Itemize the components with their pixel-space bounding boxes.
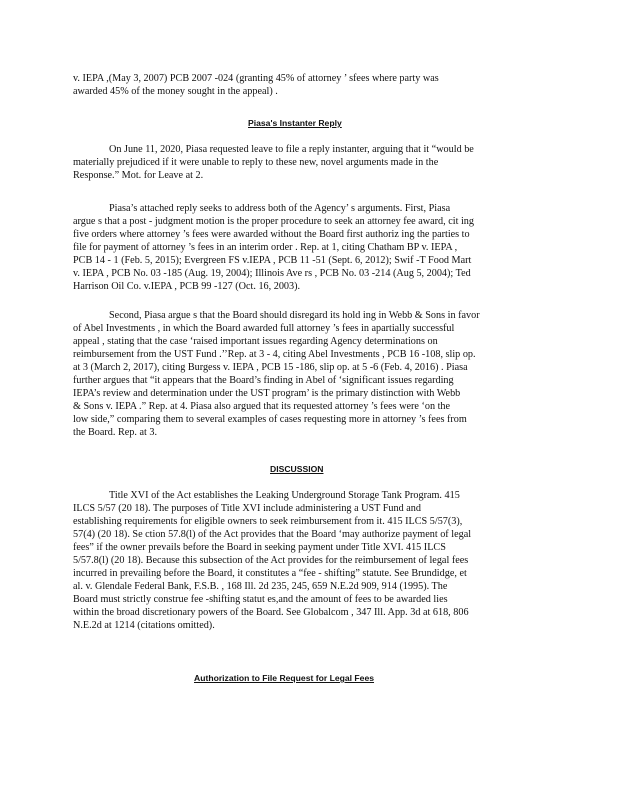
text-line: the Board. Rep. at 3. <box>73 427 158 438</box>
text-line: awarded 45% of the money sought in the appeal) . <box>73 86 278 97</box>
text-line: at 3 (March 2, 2017), citing Burgess v. IEPA , PCB 15 -186, slip op. at 5 -6 (Feb. 4, 2016) . Piasa <box>73 362 468 373</box>
text-line: within the broad discretionary powers of the Board. See Globalcom , 347 Ill. App. 3d at 618, 806 <box>73 607 469 618</box>
paragraph-first-argument <box>73 202 543 293</box>
text-line: file for payment of attorney ’s fees in an interim order . Rep. at 1, citing Chatham BP v. IEPA , <box>73 242 458 253</box>
text-line: N.E.2d at 1214 (citations omitted). <box>73 620 215 631</box>
text-line: materially prejudiced if it were unable to reply to these new, novel arguments made in the <box>73 157 439 168</box>
text-line: Title XVI of the Act establishes the Leaking Underground Storage Tank Program. 415 <box>109 490 460 501</box>
text-line: 5/57.8(l) (20 18). Because this subsection of the Act provides for the reimbursement of legal fees <box>73 555 469 566</box>
text-line: 57(4) (20 18). Se ction 57.8(l) of the Act provides that the Board ‘may authorize payment of legal <box>73 529 472 540</box>
text-line: IEPA’s review and determination under the UST program’ is the primary distinction with Webb <box>73 388 461 399</box>
text-line: v. IEPA , PCB No. 03 -185 (Aug. 19, 2004); Illinois Ave rs , PCB No. 03 -214 (Aug 5, 2004); Ted <box>73 268 471 279</box>
text-line: fees” if the owner prevails before the Board in seeking payment under Title XVI. 415 ILCS <box>73 542 446 553</box>
text-line: five orders where attorney ’s fees were awarded without the Board first authoriz ing the parties to <box>73 229 470 240</box>
text-line: further argues that “it appears that the Board’s finding in Abel of ‘significant issues regarding <box>73 375 454 386</box>
paragraph-second-argument <box>73 309 543 439</box>
top-paragraph <box>73 72 543 98</box>
text-line: establishing requirements for eligible owners to seek reimbursement from it. 415 ILCS 5/57(3), <box>73 516 463 527</box>
heading-authorization: Authorization to File Request for Legal Fees <box>194 673 375 683</box>
text-line: argue s that a post - judgment motion is the proper procedure to seek an attorney fee award, cit ing <box>73 216 474 227</box>
text-line: v. IEPA ,(May 3, 2007) PCB 2007 -024 (granting 45% of attorney ’ sfees where party was <box>73 73 439 84</box>
text-line: On June 11, 2020, Piasa requested leave to file a reply instanter, arguing that it “would be <box>109 144 474 155</box>
text-line: low side,” comparing them to several examples of cases requesting more in attorney ’s fees from <box>73 414 467 425</box>
text-line: of Abel Investments , in which the Board awarded full attorney ’s fees in apartially successful <box>73 323 455 334</box>
text-line: incurred in prevailing before the Board, it constitutes a “fee - shifting” statute. See Brundidge, et <box>73 568 467 579</box>
text-line: al. v. Glendale Federal Bank, F.S.B. , 168 Ill. 2d 235, 245, 659 N.E.2d 909, 914 (1995). The <box>73 581 448 592</box>
text-line: Harrison Oil Co. v.IEPA , PCB 99 -127 (Oct. 16, 2003). <box>73 281 301 292</box>
heading-instanter-reply: Piasa's Instanter Reply <box>248 118 342 128</box>
text-line: appeal , stating that the case ‘raised important issues regarding Agency determinations on <box>73 336 438 347</box>
paragraph-discussion <box>73 489 543 632</box>
text-line: Response.” Mot. for Leave at 2. <box>73 170 204 181</box>
text-line: Piasa’s attached reply seeks to address both of the Agency’ s arguments. First, Piasa <box>109 203 451 214</box>
text-line: & Sons v. IEPA .” Rep. at 4. Piasa also argued that its requested attorney ’s fees were ‘on the <box>73 401 451 412</box>
text-line: Second, Piasa argue s that the Board should disregard its hold ing in Webb & Sons in favor <box>109 310 480 321</box>
text-line: reimbursement from the UST Fund .’’Rep. at 3 - 4, citing Abel Investments , PCB 16 -108, slip op. <box>73 349 476 360</box>
heading-discussion: DISCUSSION <box>270 464 324 474</box>
paragraph-reply-request <box>73 143 543 182</box>
text-line: ILCS 5/57 (20 18). The purposes of Title XVI include administering a UST Fund and <box>73 503 421 514</box>
text-line: PCB 14 - 1 (Feb. 5, 2015); Evergreen FS v.IEPA , PCB 11 -51 (Sept. 6, 2012); Swif -T Food Mart <box>73 255 472 266</box>
text-line: Board must strictly construe fee -shifting statut es,and the amount of fees to be awarded lies <box>73 594 448 605</box>
